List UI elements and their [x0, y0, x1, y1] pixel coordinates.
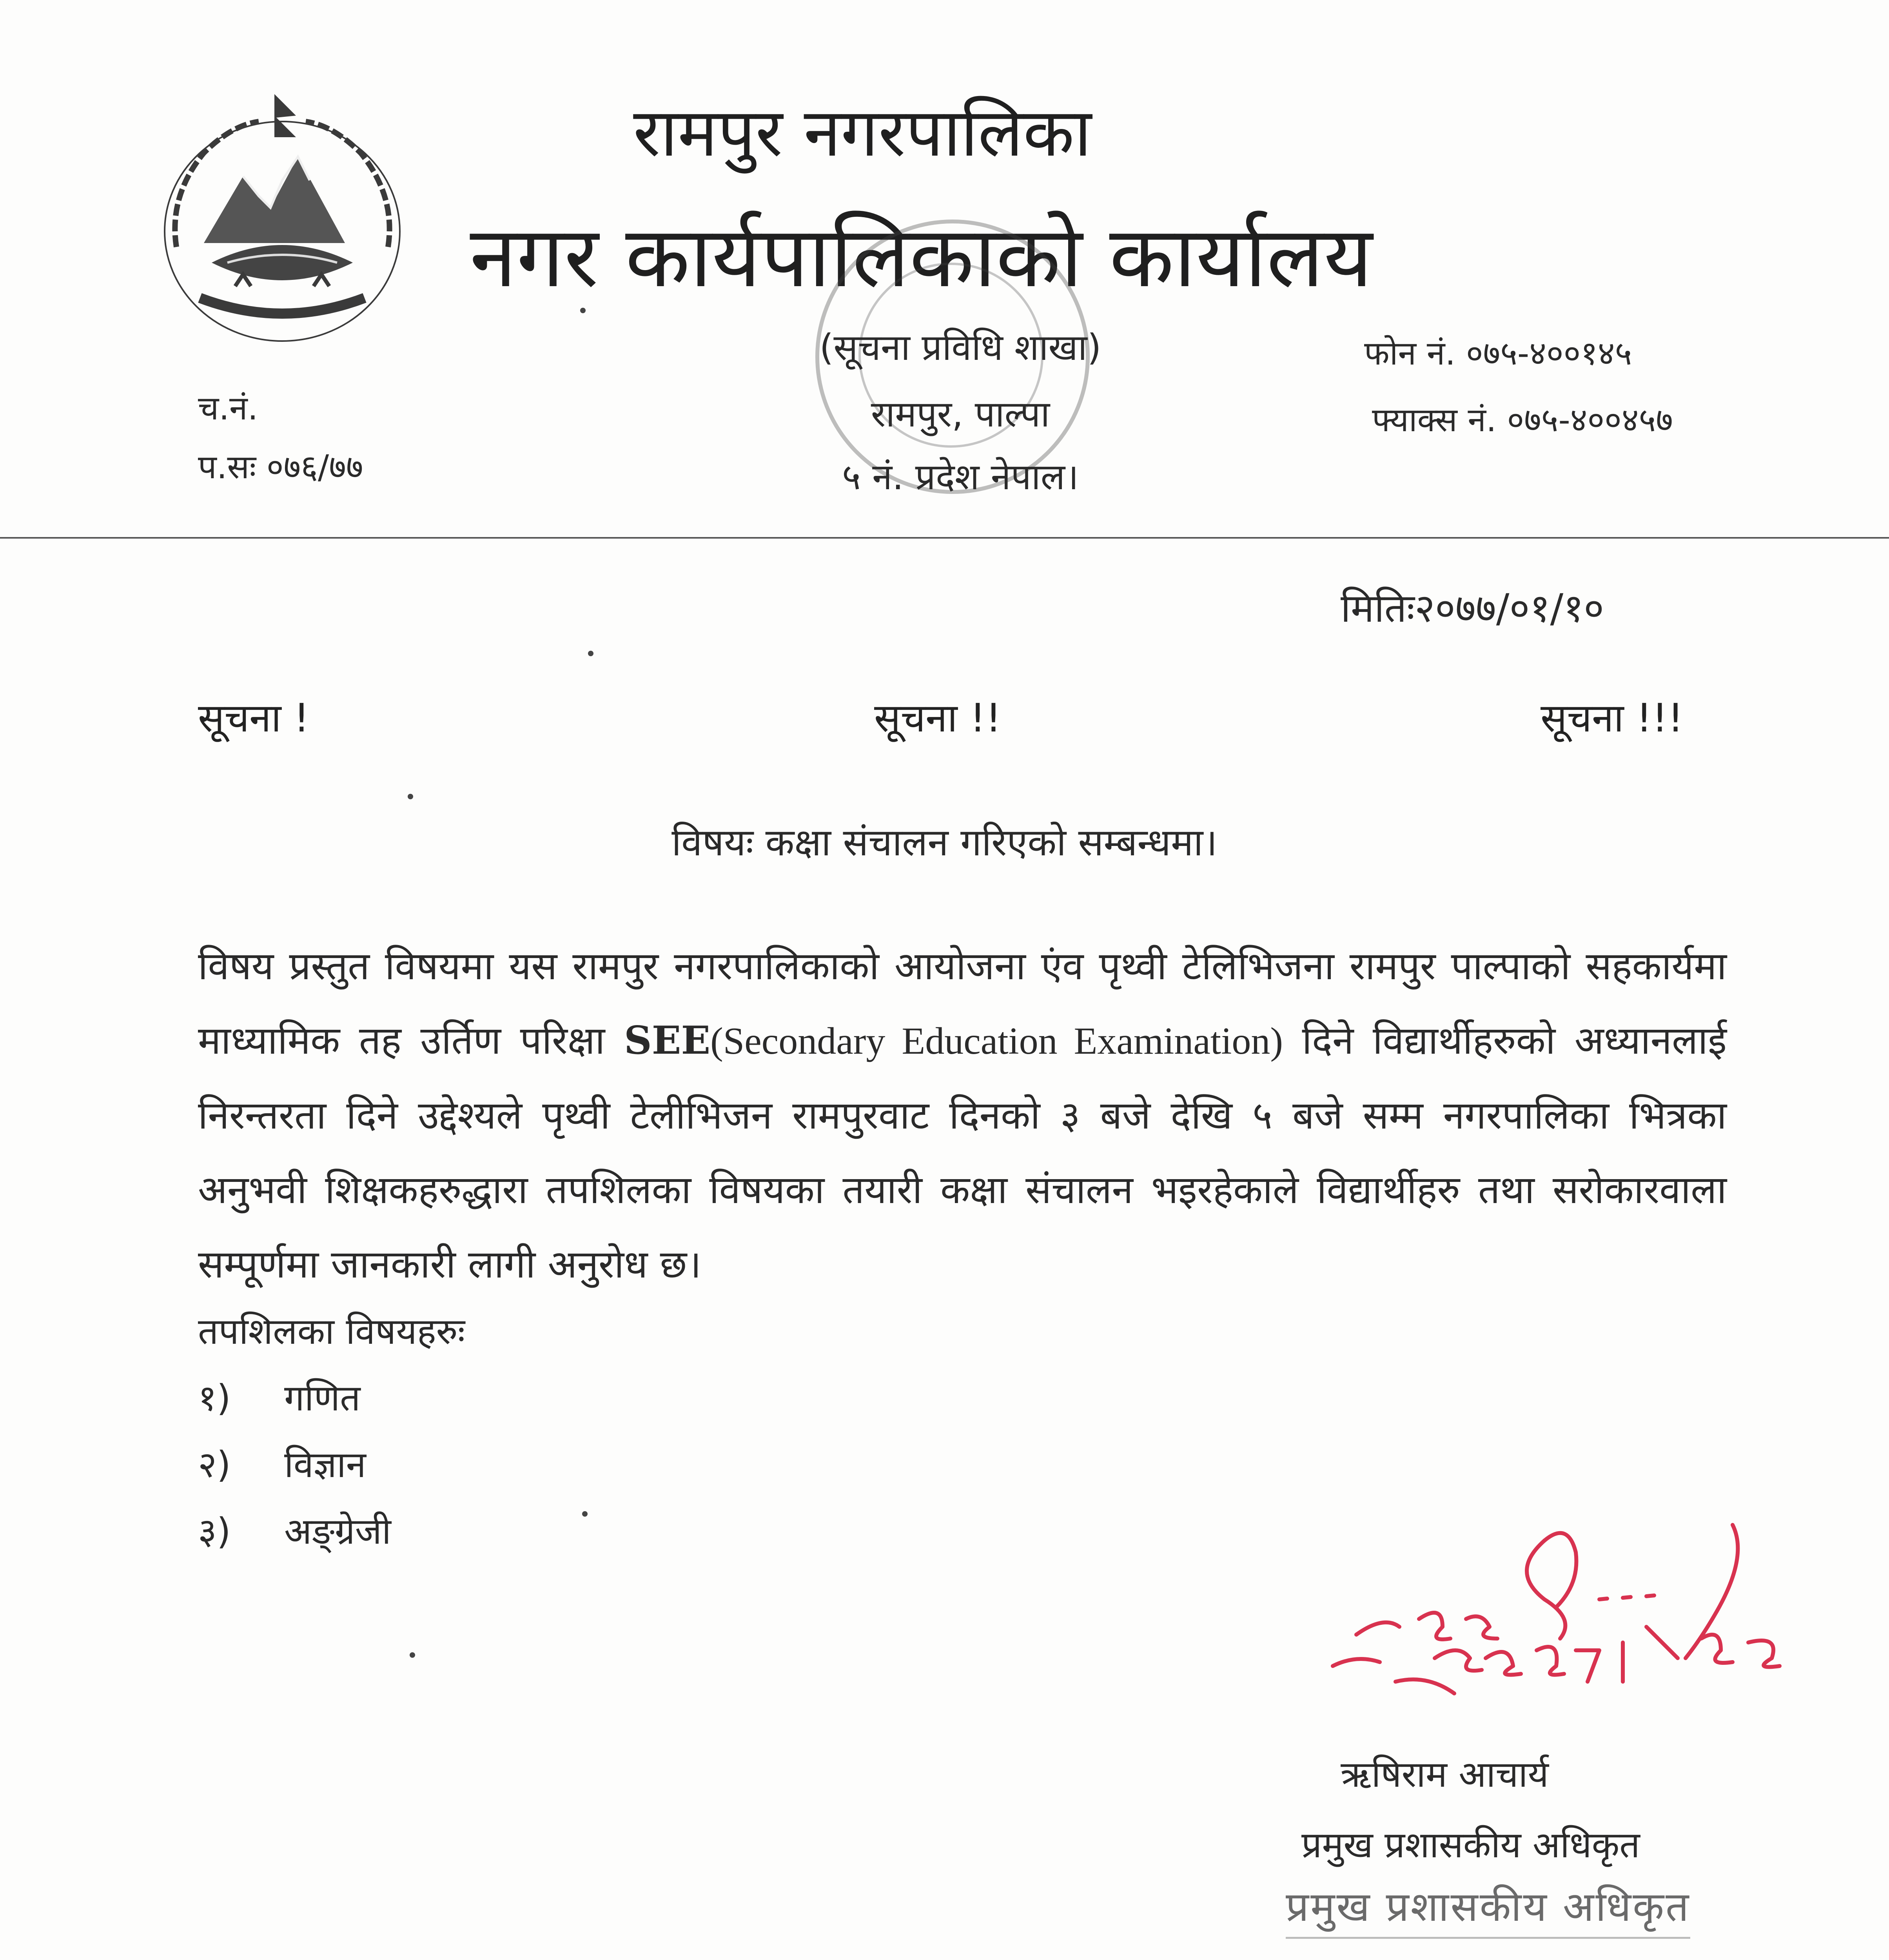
scan-speck — [408, 794, 413, 799]
list-item-number: २) — [198, 1444, 231, 1486]
handwritten-signature — [1325, 1509, 1835, 1752]
body-text-part2: दिने विद्यार्थीहरुको अध्यानलाई निरन्तरता दिने उद्देश्यले पृथ्वी टेलीभिजन रामपुरवाट दिनको ३ बजे देखि ५ बजे सम्म नगरपालिका भित्रका अनुभवी शिक्षकहरुद्धारा तपशिलका विषयका तयारी कक्षा संचालन भइरहेकाले विद्यार्थीहरु तथा सरोकारवाला सम्पूर्णमा जानकारी लागी अनुरोध छ। — [198, 1018, 1727, 1287]
office-address: रामपुर, पाल्पा — [871, 393, 1050, 435]
exam-abbreviation: SEE — [624, 1018, 711, 1063]
phone-number: फोन नं. ०७५-४००१४५ — [1364, 334, 1632, 372]
list-item-label: विज्ञान — [284, 1444, 366, 1486]
list-item-number: १) — [198, 1377, 231, 1419]
municipality-name: रामपुर नगरपालिका — [633, 94, 1092, 172]
fax-number: फ्याक्स नं. ०७५-४००४५७ — [1372, 401, 1673, 439]
notice-heading-right: सूचना !!! — [1541, 695, 1684, 741]
fiscal-year: प.सः ०७६/७७ — [198, 448, 363, 486]
notice-heading-center: सूचना !! — [874, 695, 1002, 741]
list-item — [198, 1372, 361, 1421]
list-item-number: ३) — [198, 1510, 231, 1552]
signatory-title: प्रमुख प्रशासकीय अधिकृत — [1301, 1824, 1640, 1866]
signatory-name: ऋषिराम आचार्य — [1341, 1753, 1549, 1795]
header-divider — [0, 537, 1889, 539]
scan-speck — [580, 308, 586, 313]
letter-body — [198, 929, 1727, 1302]
exam-full-name: (Secondary Education Examination) — [710, 1020, 1283, 1062]
body-text-part1: विषय प्रस्तुत विषयमा यस रामपुर नगरपालिकाको आयोजना एंव पृथ्वी टेलिभिजना रामपुर पाल्पाको सहकार्यमा माध्यामिक तह उर्तिण परिक्षा — [198, 944, 1727, 1063]
notice-heading-left: सूचना ! — [198, 695, 310, 741]
scan-speck — [582, 1511, 588, 1517]
office-name: नगर कार्यपालिकाको कार्यालय — [470, 208, 1373, 306]
reference-number-label: च.नं. — [198, 389, 258, 427]
subjects-list-title: तपशिलका विषयहरुः — [198, 1310, 465, 1352]
scan-speck — [588, 651, 593, 656]
list-item — [198, 1505, 391, 1554]
letter-subject: विषयः कक्षा संचालन गरिएको सम्बन्धमा। — [671, 820, 1218, 864]
scan-speck — [410, 1652, 415, 1658]
list-item-label: गणित — [284, 1377, 361, 1419]
letter-date: मितिः२०७७/०१/१० — [1341, 585, 1604, 631]
list-item-label: अङ्ग्रेजी — [284, 1510, 391, 1552]
list-item — [198, 1439, 366, 1488]
province-line: ५ नं. प्रदेश नेपाल। — [842, 456, 1079, 498]
nepal-emblem — [141, 78, 423, 353]
section-name: (सूचना प्रविधि शाखा) — [819, 327, 1101, 368]
signatory-stamp: प्रमुख प्रशासकीय अधिकृत — [1286, 1878, 1690, 1939]
